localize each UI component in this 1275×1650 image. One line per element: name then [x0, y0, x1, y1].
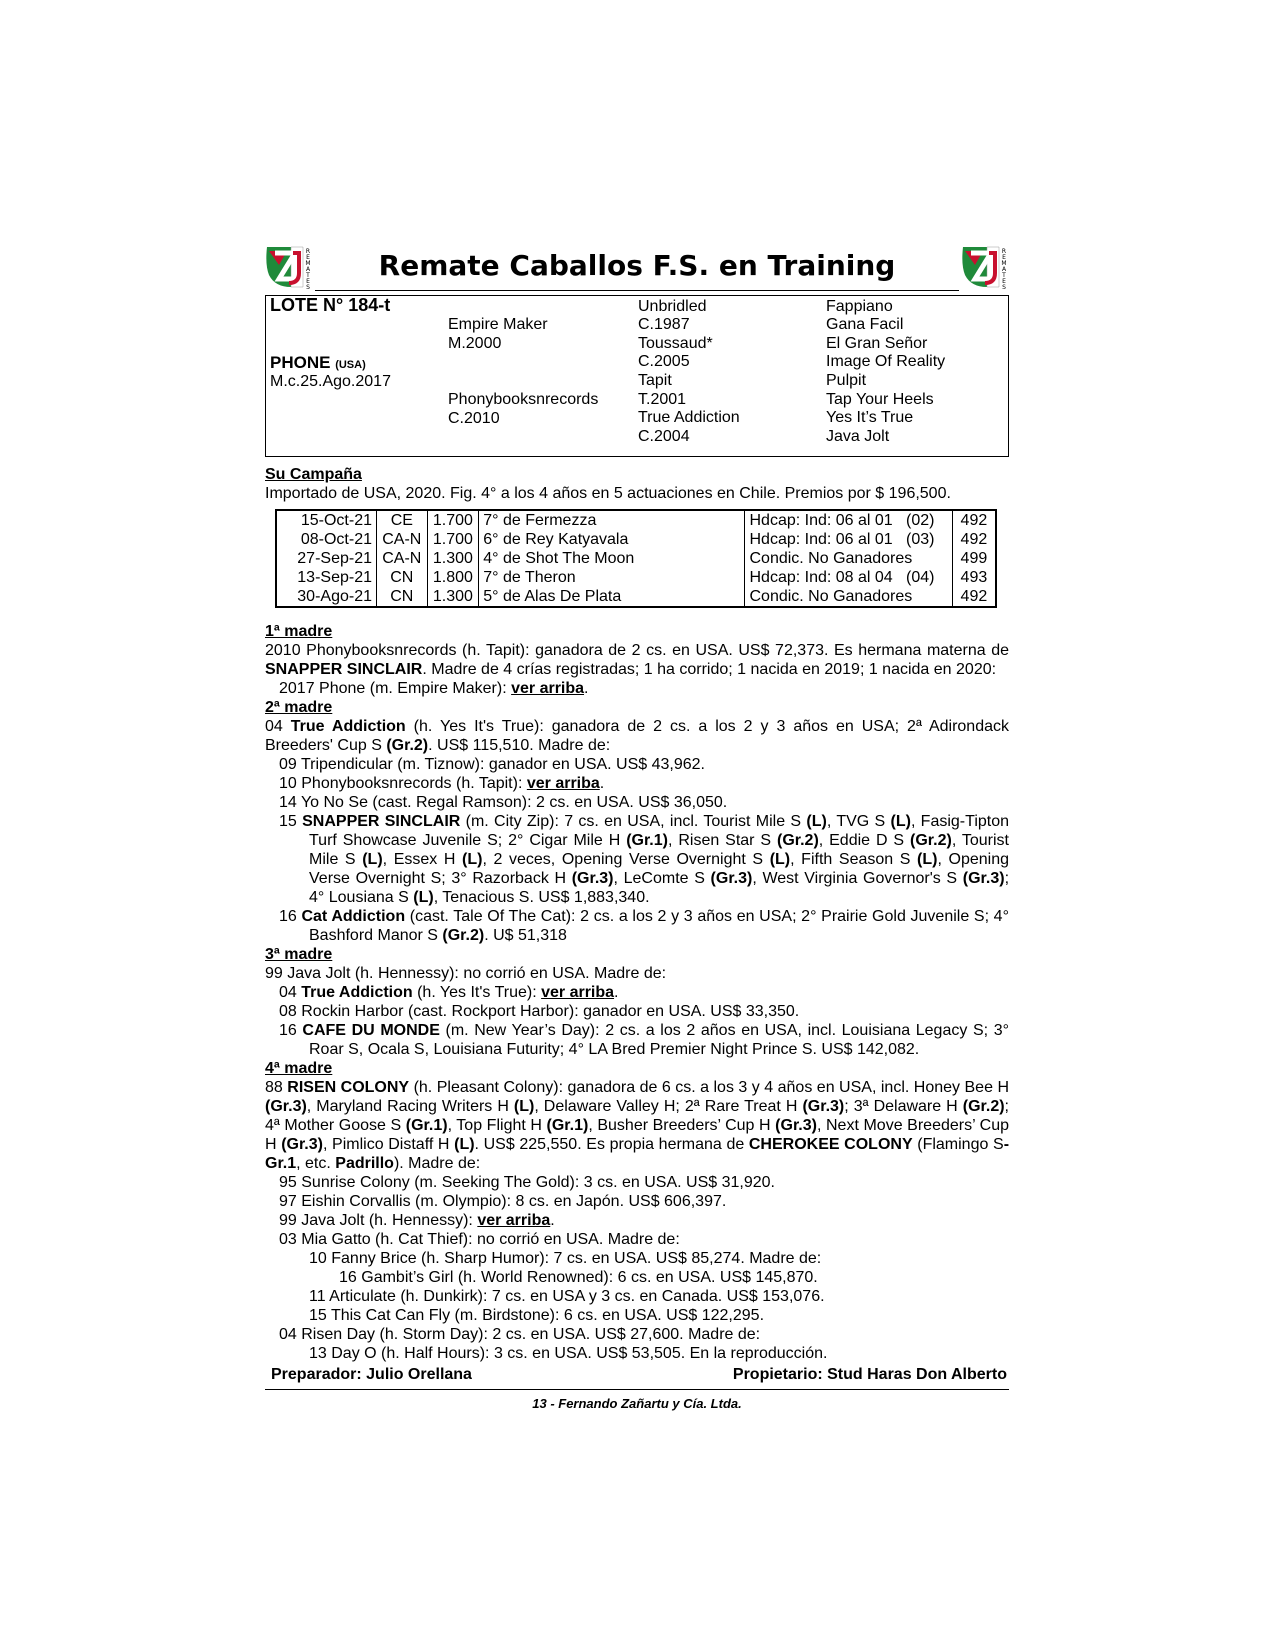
g3-2: C.1987 [638, 316, 690, 333]
g4-6: Tap Your Heels [826, 391, 934, 408]
g4-7: Yes It’s True [826, 409, 914, 426]
condition: Hdcap: Ind: 06 al 01 (03) [745, 530, 952, 549]
produce-sunrise-colony: 95 Sunrise Colony (m. Seeking The Gold): 3 cs. en USA. US$ 31,920. [279, 1174, 775, 1191]
madre-1-text: 2010 Phonybooksnrecords (h. Tapit): ganadora de 2 cs. en USA. US$ 72,373. Es hermana materna de SNAPPER SINCLAIR. Madre de 4 crías registradas; 1 ha corrido; 1 nacida en 2019; 1 nacida en 2020: [265, 642, 1009, 678]
svg-text:S: S [306, 284, 310, 289]
dam-info: C.2010 [448, 410, 500, 427]
weight: 492 [952, 510, 996, 530]
g3-3: Toussaud* [638, 335, 713, 352]
weight: 492 [952, 587, 996, 607]
svg-text:R: R [305, 248, 311, 255]
race-date: 27-Sep-21 [276, 549, 377, 568]
produce-yonose: 14 Yo No Se (cast. Regal Ramson): 2 cs. en USA. US$ 36,050. [279, 794, 728, 811]
madre-4-text: 88 RISEN COLONY (h. Pleasant Colony): ganadora de 6 cs. a los 3 y 4 años en USA, incl. Honey Bee H (Gr.3), Maryland Racing Writers H (L), Delaware Valley H; 2ª Rare Treat H (Gr.3); 3ª Delaware H (Gr.2); 4ª Mother Goose S (Gr.1), Top Flight H (Gr.1), Busher Breeders’ Cup H (Gr.3), Next Move Breeders’ Cup H (Gr.3), Pimlico Distaff H (L). US$ 225,550. Es propia hermana de CHEROKEE COLONY (Flamingo S-Gr.1, etc. Padrillo). Madre de: [265, 1079, 1010, 1172]
race-date: 08-Oct-21 [276, 530, 377, 549]
produce-java-jolt: 99 Java Jolt (h. Hennessy): ver arriba. [279, 1212, 555, 1229]
produce-day-o: 13 Day O (h. Half Hours): 3 cs. en USA. US$ 53,505. En la reproducción. [309, 1345, 828, 1362]
campaign-row [276, 510, 996, 530]
condition: Hdcap: Ind: 08 al 04 (04) [745, 568, 952, 587]
madre-3-text: 99 Java Jolt (h. Hennessy): no corrió en USA. Madre de: [265, 965, 667, 982]
campaign-row [276, 549, 996, 568]
dam: Phonybooksnrecords [448, 391, 599, 408]
svg-text:R: R [1001, 248, 1007, 255]
produce-mia-gatto: 03 Mia Gatto (h. Cat Thief): no corrió en USA. Madre de: [279, 1231, 680, 1248]
produce-fanny-brice: 10 Fanny Brice (h. Sharp Humor): 7 cs. en USA. US$ 85,274. Madre de: [309, 1250, 822, 1267]
trainer: Preparador: Julio Orellana [271, 1366, 472, 1383]
produce-rockin-harbor: 08 Rockin Harbor (cast. Rockport Harbor): ganador en USA. US$ 33,350. [279, 1003, 800, 1020]
zj-logo-right [961, 243, 1009, 289]
pedigree-box [265, 295, 1009, 457]
condition: Hdcap: Ind: 06 al 01 (02) [745, 510, 952, 530]
svg-text:A: A [1001, 266, 1007, 273]
campaign-heading: Su Campaña [265, 466, 362, 483]
madre-1-heading: 1ª madre [265, 623, 333, 640]
svg-text:M: M [1001, 260, 1007, 267]
racecourse: CA-N [377, 549, 428, 568]
produce-risen-day: 04 Risen Day (h. Storm Day): 2 cs. en USA. US$ 27,600. Madre de: [279, 1326, 761, 1343]
svg-text:A: A [305, 266, 311, 273]
produce-articulate: 11 Articulate (h. Dunkirk): 7 cs. en USA y 3 cs. en Canada. US$ 153,076. [309, 1288, 825, 1305]
svg-text:E: E [1002, 254, 1006, 261]
g3-1: Unbridled [638, 298, 707, 315]
result: 7° de Theron [479, 568, 745, 587]
g4-2: Gana Facil [826, 316, 904, 333]
campaign-row [276, 587, 996, 607]
svg-text:E: E [1002, 278, 1006, 285]
result: 4° de Shot The Moon [479, 549, 745, 568]
racecourse: CE [377, 510, 428, 530]
result: 6° de Rey Katyavala [479, 530, 745, 549]
produce-eishin-corvallis: 97 Eishin Corvallis (m. Olympio): 8 cs. en Japón. US$ 606,397. [279, 1193, 727, 1210]
distance: 1.700 [427, 530, 479, 549]
horse-name: PHONE (USA) [270, 353, 366, 372]
racecourse: CN [377, 587, 428, 607]
racecourse: CN [377, 568, 428, 587]
madre-2-heading: 2ª madre [265, 699, 333, 716]
horse-origin: (USA) [335, 359, 366, 371]
madre-4-heading: 4ª madre [265, 1060, 333, 1077]
distance: 1.300 [427, 587, 479, 607]
condition: Condic. No Ganadores [745, 549, 952, 568]
distance: 1.700 [427, 510, 479, 530]
svg-text:T: T [1002, 272, 1006, 279]
madre-2-text: 04 True Addiction (h. Yes It's True): ganadora de 2 cs. a los 2 y 3 años en USA; 2ª Adirondack Breeders' Cup S (Gr.2). US$ 115,510. Madre de: [265, 718, 1010, 754]
page-header [265, 243, 1009, 293]
race-date: 30-Ago-21 [276, 587, 377, 607]
g4-1: Fappiano [826, 298, 893, 315]
produce-tripendicular: 09 Tripendicular (m. Tiznow): ganador en USA. US$ 43,962. [279, 756, 705, 773]
sire: Empire Maker [448, 316, 548, 333]
distance: 1.300 [427, 549, 479, 568]
produce-this-cat: 15 This Cat Can Fly (m. Birdstone): 6 cs. en USA. US$ 122,295. [309, 1307, 765, 1324]
svg-text:E: E [306, 278, 310, 285]
page-number: 13 - Fernando Zañartu y Cía. Ltda. [532, 1396, 742, 1411]
condition: Condic. No Ganadores [745, 587, 952, 607]
result: 7° de Fermezza [479, 510, 745, 530]
madre-3-heading: 3ª madre [265, 946, 333, 963]
g4-8: Java Jolt [826, 428, 890, 445]
g4-4: Image Of Reality [826, 353, 946, 370]
svg-text:T: T [306, 272, 310, 279]
horse-info: M.c.25.Ago.2017 [270, 373, 391, 390]
sire-info: M.2000 [448, 335, 502, 352]
page-footer [265, 1365, 1009, 1387]
svg-text:S: S [1002, 284, 1006, 289]
campaign-summary: Importado de USA, 2020. Fig. 4° a los 4 años en 5 actuaciones en Chile. Premios por $ 196,500. [265, 485, 951, 502]
race-date: 13-Sep-21 [276, 568, 377, 587]
produce-cat-addiction: 16 Cat Addiction (cast. Tale Of The Cat): 2 cs. a los 2 y 3 años en USA; 2° Prairie Gold Juvenile S; 4° Bashford Manor S (Gr.2). U$ 51,318 [279, 908, 1009, 944]
lote-number: LOTE N° 184-t [270, 295, 391, 315]
svg-text:E: E [306, 254, 310, 261]
campaign-row [276, 568, 996, 587]
weight: 492 [952, 530, 996, 549]
owner: Propietario: Stud Haras Don Alberto [732, 1366, 1007, 1383]
produce-phonybooks: 10 Phonybooksnrecords (h. Tapit): ver arriba. [279, 775, 605, 792]
produce-true-addiction: 04 True Addiction (h. Yes It's True): ver arriba. [279, 984, 619, 1001]
g4-5: Pulpit [826, 372, 867, 389]
madre-1-produce: 2017 Phone (m. Empire Maker): ver arriba. [279, 680, 589, 697]
document-page [265, 243, 1009, 1413]
produce-gambits-girl: 16 Gambit’s Girl (h. World Renowned): 6 cs. en USA. US$ 145,870. [339, 1269, 818, 1286]
g3-5: Tapit [638, 372, 672, 389]
g3-7: True Addiction [638, 409, 740, 426]
distance: 1.800 [427, 568, 479, 587]
zj-logo-left [265, 243, 313, 289]
page-title: Remate Caballos F.S. en Training [378, 249, 896, 282]
racecourse: CA-N [377, 530, 428, 549]
header-rule [315, 290, 959, 291]
g3-4: C.2005 [638, 353, 690, 370]
produce-snapper: 15 SNAPPER SINCLAIR (m. City Zip): 7 cs. en USA, incl. Tourist Mile S (L), TVG S (L), Fasig-Tipton Turf Showcase Juvenile S; 2° Cigar Mile H (Gr.1), Risen Star S (Gr.2), Eddie D S (Gr.2), Tourist Mile S (L), Essex H (L), 2 veces, Opening Verse Overnight S (L), Fifth Season S (L), Opening Verse Overnight S; 3° Razorback H (Gr.3), LeComte S (Gr.3), West Virginia Governor's S (Gr.3); 4° Lousiana S (L), Tenacious S. US$ 1,883,340. [279, 813, 1010, 906]
svg-text:M: M [305, 260, 311, 267]
g3-6: T.2001 [638, 391, 687, 408]
g4-3: El Gran Señor [826, 335, 928, 352]
campaign-row [276, 530, 996, 549]
weight: 493 [952, 568, 996, 587]
result: 5° de Alas De Plata [479, 587, 745, 607]
footer-rule [265, 1389, 1009, 1390]
g3-8: C.2004 [638, 428, 690, 445]
weight: 499 [952, 549, 996, 568]
race-date: 15-Oct-21 [276, 510, 377, 530]
campaign-table [275, 509, 997, 608]
produce-cafe-du-monde: 16 CAFE DU MONDE (m. New Year’s Day): 2 cs. a los 2 años en USA, incl. Louisiana Legacy S; 3° Roar S, Ocala S, Louisiana Futurity; 4° LA Bred Premier Night Prince S. US$ 142,082. [279, 1022, 1009, 1058]
